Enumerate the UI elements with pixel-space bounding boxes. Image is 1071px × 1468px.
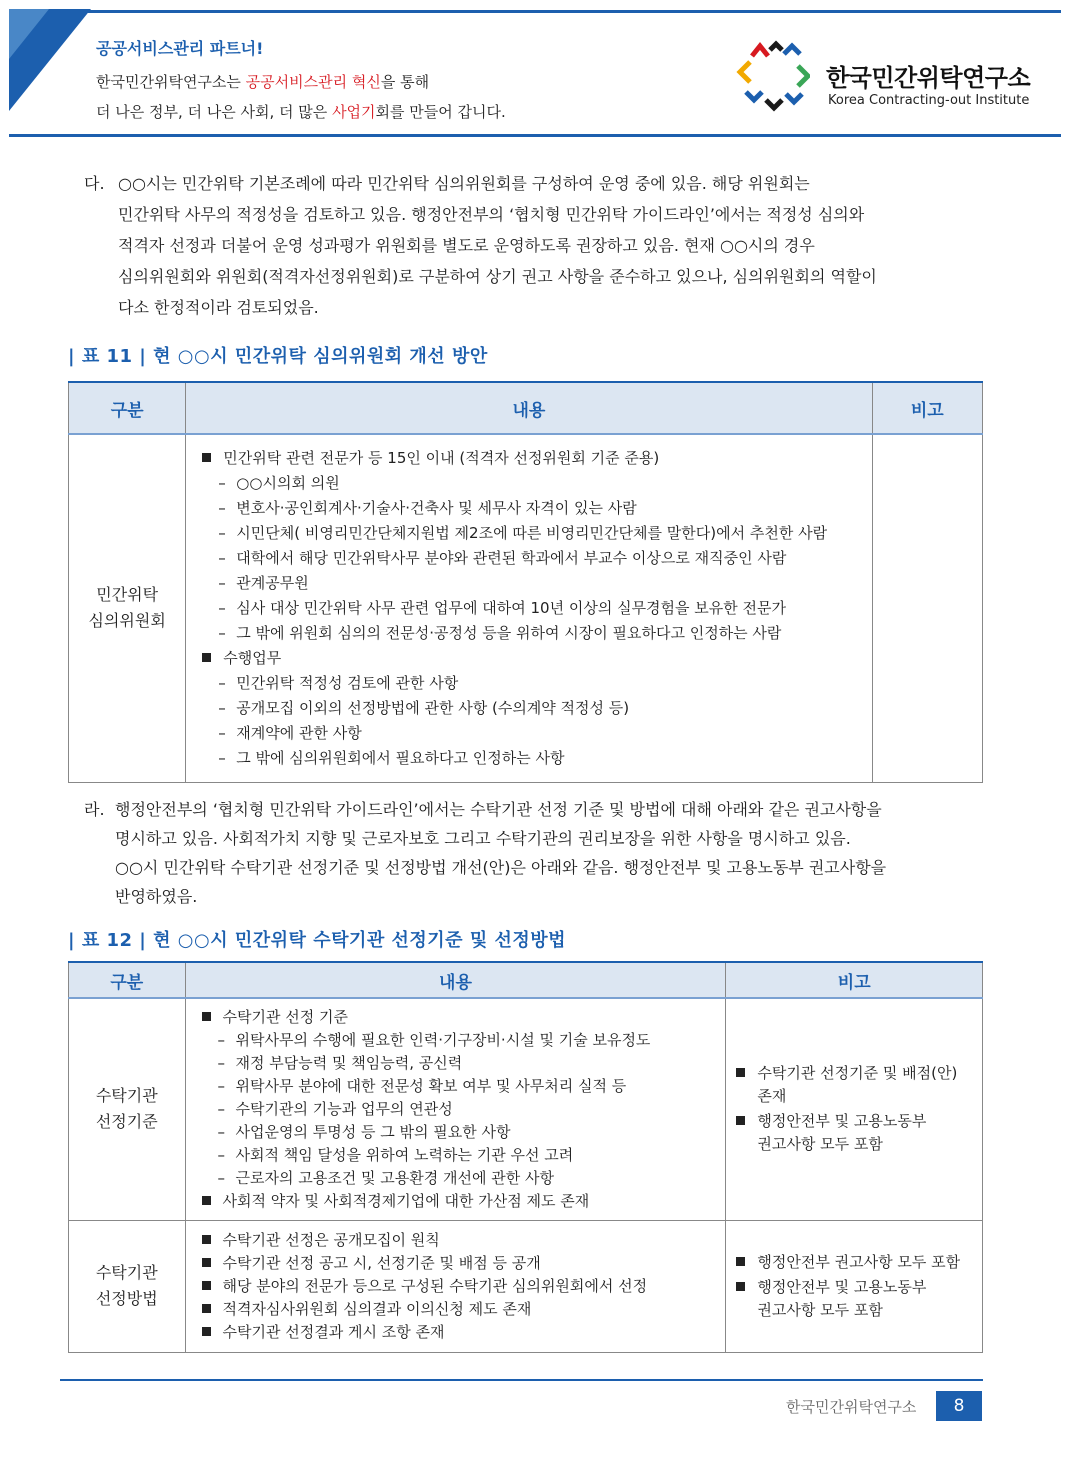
square-bullet-icon	[736, 1068, 745, 1077]
square-bullet-icon	[202, 1012, 211, 1021]
dash-item	[202, 696, 855, 721]
square-bullet-icon	[202, 453, 211, 462]
item-text: 근로자의 고용조건 및 고용환경 개선에 관한 사항	[235, 1168, 554, 1187]
item-text: 사업운영의 투명성 등 그 밖의 필요한 사항	[235, 1122, 511, 1141]
note-line	[736, 1110, 972, 1133]
item-text: 수탁기관의 기능과 업무의 연관성	[235, 1099, 453, 1118]
row-label-line: 선정기준	[95, 1112, 158, 1132]
item-text: 수탁기관 선정 기준	[222, 1007, 348, 1026]
square-bullet-icon	[202, 1235, 211, 1244]
note-text: 행정안전부 및 고용노동부	[757, 1277, 927, 1296]
dash-item	[202, 746, 855, 771]
item-text: 사회적 약자 및 사회적경제기업에 대한 가산점 제도 존재	[222, 1191, 590, 1210]
dash-bullet-icon: –	[218, 698, 226, 717]
bullet-item	[202, 1229, 710, 1252]
note-item	[736, 1110, 972, 1156]
bullet-item	[202, 1190, 710, 1213]
dash-item	[202, 1052, 710, 1075]
item-text: 사회적 책임 달성을 위하여 노력하는 기관 우선 고려	[235, 1145, 574, 1164]
dash-item	[202, 546, 855, 571]
item-text: 수탁기관 선정결과 게시 조항 존재	[222, 1322, 445, 1341]
dash-item	[202, 1075, 710, 1098]
paragraph-line: ○○시 민간위탁 수탁기관 선정기준 및 선정방법 개선(안)은 아래와 같음. 행정안전부 및 고용노동부 권고사항을	[115, 858, 887, 877]
table12-header-content: 내용	[185, 962, 726, 998]
table12-row1-note-cell	[726, 998, 983, 1220]
note-line	[736, 1276, 972, 1299]
dash-item	[202, 521, 855, 546]
note-line	[736, 1062, 972, 1085]
item-text: 민간위탁 관련 전문가 등 15인 이내 (적격자 선정위원회 기준 준용)	[223, 448, 660, 467]
table12-row2-note-cell	[726, 1220, 983, 1352]
note-text: 존재	[757, 1087, 787, 1106]
item-text: 재정 부담능력 및 책임능력, 공신력	[235, 1053, 463, 1072]
dash-item	[202, 571, 855, 596]
table11-header-content: 내용	[186, 382, 872, 434]
dash-bullet-icon: –	[218, 598, 226, 617]
table11-content-cell	[186, 434, 872, 782]
dash-bullet-icon: –	[218, 573, 226, 592]
table11-caption: | 표 11 | 현 ○○시 민간위탁 심의위원회 개선 방안	[68, 346, 488, 367]
item-text: 위탁사무의 수행에 필요한 인력·기구장비·시설 및 기술 보유정도	[235, 1030, 651, 1049]
paragraph-marker: 다.	[84, 174, 105, 193]
row-label-line: 선정방법	[95, 1289, 158, 1308]
paragraph-ra	[84, 795, 976, 911]
table12-row1-content-list	[202, 1006, 710, 1213]
dash-bullet-icon: –	[218, 748, 226, 767]
table12	[68, 961, 983, 1353]
bullet-item	[202, 1006, 710, 1029]
item-text: 재계약에 관한 사항	[236, 723, 362, 742]
row-label-line: 수탁기관	[95, 1086, 158, 1106]
dash-bullet-icon: –	[218, 673, 226, 692]
dash-bullet-icon: –	[218, 623, 226, 642]
bullet-item	[202, 1298, 710, 1321]
dash-bullet-icon: –	[217, 1076, 226, 1095]
note-line	[736, 1251, 972, 1274]
dash-bullet-icon: –	[217, 1099, 226, 1118]
corner-stripe-icon	[9, 9, 91, 111]
note-text: 수탁기관 선정기준 및 배점(안)	[757, 1064, 958, 1083]
square-bullet-icon	[736, 1282, 745, 1291]
dash-item	[202, 1167, 710, 1190]
dash-bullet-icon: –	[218, 548, 226, 567]
note-text: 행정안전부 및 고용노동부	[757, 1112, 927, 1131]
note-line	[736, 1299, 972, 1322]
table12-row2-label	[69, 1220, 186, 1352]
footer-org-name: 한국민간위탁연구소	[786, 1398, 917, 1416]
square-bullet-icon	[202, 653, 211, 662]
header-top-rule	[60, 10, 1061, 13]
dash-bullet-icon: –	[217, 1145, 226, 1164]
dash-bullet-icon: –	[217, 1122, 226, 1141]
square-bullet-icon	[202, 1327, 211, 1336]
row-label-line: 민간위탁	[96, 585, 159, 605]
footer-rule	[60, 1379, 983, 1381]
item-text: 그 밖에 위원회 심의의 전문성·공정성 등을 위하여 시장이 필요하다고 인정하는 사람	[236, 623, 782, 642]
page-number: 8	[936, 1391, 982, 1421]
item-text: 그 밖에 심의위원회에서 필요하다고 인정하는 사항	[236, 748, 565, 767]
table11-header-category: 구분	[69, 382, 186, 434]
dash-item	[202, 1144, 710, 1167]
dash-item	[202, 1098, 710, 1121]
note-item	[736, 1276, 972, 1322]
table12-row2-notes	[736, 1251, 972, 1322]
dash-item	[202, 496, 855, 521]
table12-row2-content-list	[202, 1229, 710, 1344]
table12-row1-label	[69, 998, 186, 1220]
dash-bullet-icon: –	[217, 1168, 226, 1187]
dash-item	[202, 1121, 710, 1144]
paragraph-marker: 라.	[84, 800, 105, 819]
row-label-line: 수탁기관	[95, 1263, 158, 1282]
note-text: 행정안전부 권고사항 모두 포함	[757, 1252, 961, 1271]
dash-item	[202, 721, 855, 746]
table12-row2-content-cell	[185, 1220, 726, 1352]
paragraph-da	[84, 168, 976, 323]
dash-item	[202, 471, 855, 496]
item-text: 수탁기관 선정 공고 시, 선정기준 및 배점 등 공개	[222, 1253, 541, 1272]
dash-bullet-icon: –	[217, 1030, 226, 1049]
item-text: 적격자심사위원회 심의결과 이의신청 제도 존재	[222, 1299, 532, 1318]
paragraph-line: 명시하고 있음. 사회적가치 지향 및 근로자보호 그리고 수탁기관의 권리보장을 위한 사항을 명시하고 있음.	[115, 829, 851, 848]
bullet-item	[202, 1321, 710, 1344]
note-line	[736, 1085, 972, 1108]
item-text: 위탁사무 분야에 대한 전문성 확보 여부 및 사무처리 실적 등	[235, 1076, 627, 1095]
item-text: 수행업무	[223, 648, 282, 667]
item-text: 민간위탁 적정성 검토에 관한 사항	[236, 673, 459, 692]
square-bullet-icon	[202, 1196, 211, 1205]
dash-bullet-icon: –	[218, 523, 226, 542]
table12-row1-content-cell	[185, 998, 726, 1220]
table11	[68, 381, 983, 783]
table12-caption: | 표 12 | 현 ○○시 민간위탁 수탁기관 선정기준 및 선정방법	[68, 930, 567, 951]
tagline-mission: 한국민간위탁연구소는 공공서비스관리 혁신을 통해	[96, 73, 430, 91]
table11-content-list	[202, 446, 855, 771]
table12-row1-notes	[736, 1062, 972, 1156]
bullet-item	[202, 446, 855, 471]
item-text: 시민단체( 비영리민간단체지원법 제2조에 따른 비영리민간단체를 말한다)에서 추천한 사람	[236, 523, 828, 542]
dash-bullet-icon: –	[218, 498, 226, 517]
note-text: 권고사항 모두 포함	[757, 1300, 883, 1319]
bullet-item	[202, 646, 855, 671]
tagline-partner: 공공서비스관리 파트너!	[96, 39, 264, 58]
item-text: 대학에서 해당 민간위탁사무 분야와 관련된 학과에서 부교수 이상으로 재직중인 사람	[236, 548, 787, 567]
item-text: 심사 대상 민간위탁 사무 관련 업무에 대하여 10년 이상의 실무경험을 보유한 전문가	[236, 598, 787, 617]
table12-header-category: 구분	[69, 962, 186, 998]
dash-item	[202, 621, 855, 646]
bullet-item	[202, 1275, 710, 1298]
item-text: 수탁기관 선정은 공개모집이 원칙	[222, 1230, 440, 1249]
note-line	[736, 1133, 972, 1156]
dash-item	[202, 671, 855, 696]
item-text: 관계공무원	[236, 573, 309, 592]
dash-bullet-icon: –	[217, 1053, 226, 1072]
item-text: 해당 분야의 전문가 등으로 구성된 수탁기관 심의위원회에서 선정	[222, 1276, 648, 1295]
paragraph-line: 다소 한정적이라 검토되었음.	[118, 298, 319, 317]
table11-header-note: 비고	[872, 382, 983, 434]
table11-note-cell	[872, 434, 983, 782]
item-text: ○○시의회 의원	[236, 473, 340, 492]
note-item	[736, 1251, 972, 1274]
note-text: 권고사항 모두 포함	[757, 1135, 883, 1154]
square-bullet-icon	[736, 1257, 745, 1266]
tagline-vision: 더 나은 정부, 더 나은 사회, 더 많은 사업기회를 만들어 갑니다.	[96, 103, 506, 121]
dash-bullet-icon: –	[218, 473, 226, 492]
square-bullet-icon	[202, 1281, 211, 1290]
item-text: 공개모집 이외의 선정방법에 관한 사항 (수의계약 적정성 등)	[236, 698, 630, 717]
table12-header-note: 비고	[726, 962, 983, 998]
square-bullet-icon	[202, 1304, 211, 1313]
paragraph-line: 민간위탁 사무의 적정성을 검토하고 있음. 행정안전부의 ‘협치형 민간위탁 가이드라인’에서는 적정성 심의와	[118, 205, 865, 224]
table11-row-label	[69, 434, 186, 782]
dash-bullet-icon: –	[218, 723, 226, 742]
paragraph-line: 적격자 선정과 더불어 운영 성과평가 위원회를 별도로 운영하도록 권장하고 있음. 현재 ○○시의 경우	[118, 236, 815, 255]
bullet-item	[202, 1252, 710, 1275]
logo-name-korean: 한국민간위탁연구소	[826, 64, 1031, 92]
row-label-line: 심의위원회	[88, 611, 166, 631]
institute-logo-icon	[736, 40, 810, 114]
dash-item	[202, 596, 855, 621]
paragraph-line: 심의위원회와 위원회(적격자선정위원회)로 구분하여 상기 권고 사항을 준수하고 있으나, 심의위원회의 역할이	[118, 267, 877, 286]
note-item	[736, 1062, 972, 1108]
square-bullet-icon	[736, 1116, 745, 1125]
logo-name-english: Korea Contracting-out Institute	[828, 93, 1030, 108]
header-bottom-rule	[9, 134, 1061, 137]
paragraph-line: ○○시는 민간위탁 기본조례에 따라 민간위탁 심의위원회를 구성하여 운영 중에 있음. 해당 위원회는	[118, 174, 810, 193]
dash-item	[202, 1029, 710, 1052]
square-bullet-icon	[202, 1258, 211, 1267]
paragraph-line: 행정안전부의 ‘협치형 민간위탁 가이드라인’에서는 수탁기관 선정 기준 및 방법에 대해 아래와 같은 권고사항을	[115, 800, 882, 819]
paragraph-line: 반영하였음.	[115, 887, 198, 906]
item-text: 변호사·공인회계사·기술사·건축사 및 세무사 자격이 있는 사람	[236, 498, 637, 517]
